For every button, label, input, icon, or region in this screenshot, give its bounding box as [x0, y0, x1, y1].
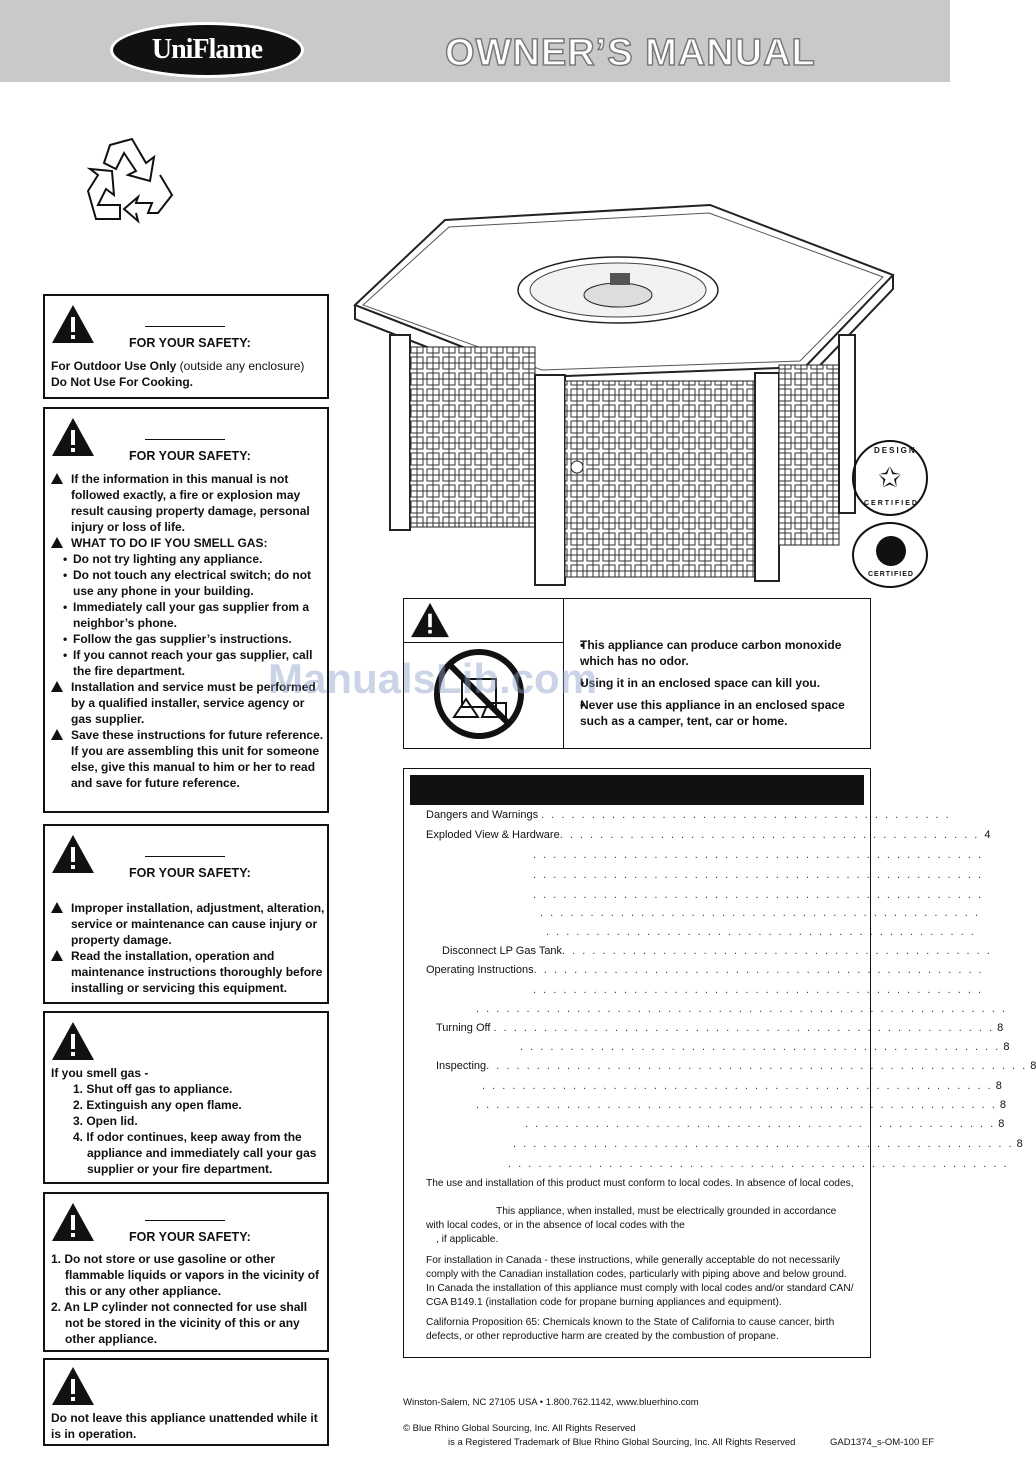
badge-bottom-text: CERTIFIED: [868, 571, 914, 578]
gas-step: • Do not touch any electrical switch; do not use any phone in your building.: [51, 567, 325, 599]
warning-icon: [51, 417, 95, 457]
title-rule: [145, 856, 225, 857]
code-note: The use and installation of this product must conform to local codes. In absence of local codes,: [426, 1178, 854, 1189]
toc-entry: Disconnect LP Gas Tank. . . . . . . . . . . . . . . . . . . . . . . . . . . . . . . . . . . . . . . . . . .: [442, 945, 992, 957]
warning-item: If the information in this manual is not followed exactly, a fire or explosion may result causing property damage, personal injury or loss of life.: [51, 471, 325, 535]
toc-entry: . . . . . . . . . . . . . . . . . . . . . . . . . . . . . . . . . . . . . . . . . . . . . . . . 8: [520, 1041, 1010, 1053]
gas-step: • If you cannot reach your gas supplier, call the fire department.: [51, 647, 325, 679]
smell-gas-lead: If you smell gas -: [51, 1066, 149, 1080]
safety-box-outdoor: [43, 294, 329, 399]
toc-entry: . . . . . . . . . . . . . . . . . . . . . . . . . . . . . . . . . . . . . . . . . . . . . . . . . . 8: [513, 1138, 1023, 1150]
step-item: 3. Open lid.: [73, 1114, 138, 1128]
badge-top-text: DESIGN: [874, 446, 917, 455]
csa-certified-badge: [852, 522, 928, 588]
gas-step: • Do not try lighting any appliance.: [51, 551, 325, 567]
warning-icon: [51, 304, 95, 344]
toc-entry: Turning Off . . . . . . . . . . . . . . . . . . . . . . . . . . . . . . . . . . . . . . . . . . . . . . . . . . 8: [436, 1022, 1004, 1034]
warning-item: Save these instructions for future reference.: [51, 727, 325, 743]
footer-trademark: is a Registered Trademark of Blue Rhino Global Sourcing, Inc. All Rights Reserved: [448, 1437, 796, 1448]
safety-box-gasoline: [43, 1192, 329, 1352]
safety-heading: FOR YOUR SAFETY:: [129, 336, 251, 350]
warning-icon: [51, 1202, 95, 1242]
co-bullet: • This appliance can produce carbon monoxide which has no odor.: [568, 637, 864, 669]
code-note: This appliance, when installed, must be electrically grounded in accordance: [496, 1206, 837, 1217]
outdoor-use-note: (outside any enclosure): [176, 359, 305, 373]
title-rule: [145, 439, 225, 440]
numbered-item: 2. An LP cylinder not connected for use shall not be stored in the vicinity of this or any other appliance.: [51, 1300, 308, 1346]
flame-icon: [876, 536, 906, 566]
canada-note: comply with the Canadian installation codes, particularly with piping above and below ground.: [426, 1269, 847, 1280]
toc-header-bar: [410, 775, 864, 805]
warning-icon: [51, 1366, 95, 1406]
star-icon: ✩: [878, 462, 902, 493]
toc-entry: . . . . . . . . . . . . . . . . . . . . . . . . . . . . . . . . . . . . . . . . . . . . . . . 8: [525, 1118, 1005, 1130]
step-item: 1. Shut off gas to appliance.: [73, 1082, 233, 1096]
toc-entry: . . . . . . . . . . . . . . . . . . . . . . . . . . . . . . . . . . . . . . . . . . . . . . . . . . . 8: [482, 1080, 1002, 1092]
warning-icon: [410, 602, 450, 638]
warning-item: Installation and service must be performed by a qualified installer, service agency or gas supplier.: [51, 679, 325, 727]
safety-heading: FOR YOUR SAFETY:: [129, 866, 251, 880]
danger-box-smell-gas: [43, 1011, 329, 1184]
outdoor-use-text: For Outdoor Use Only: [51, 359, 177, 373]
no-cooking-text: Do Not Use For Cooking.: [51, 375, 193, 389]
safety-box-unattended: [43, 1358, 329, 1446]
toc-entry: Inspecting. . . . . . . . . . . . . . . . . . . . . . . . . . . . . . . . . . . . . . . . . . . . . . . . . . . . . . 8: [436, 1060, 1036, 1072]
canada-note: CGA B149.1 (installation code for propane burning appliances and equipment).: [426, 1297, 782, 1308]
co-bullet: • Using it in an enclosed space can kill you.: [568, 675, 864, 691]
toc-entry: Dangers and Warnings . . . . . . . . . . . . . . . . . . . . . . . . . . . . . . . . . . . . . . . . .: [426, 809, 951, 821]
safety-heading: FOR YOUR SAFETY:: [129, 449, 251, 463]
footer-address: Winston-Salem, NC 27105 USA • 1.800.762.1142, www.bluerhino.com: [403, 1397, 699, 1408]
warning-icon: [51, 1021, 95, 1061]
code-note: , if applicable.: [436, 1234, 499, 1245]
toc-entry: Operating Instructions. . . . . . . . . . . . . . . . . . . . . . . . . . . . . . . . . . . . . . . . . . . . .: [426, 964, 984, 976]
safety-box-installation: [43, 824, 329, 1004]
warning-item: Improper installation, adjustment, alteration, service or maintenance can cause injury or property damage.: [51, 900, 325, 948]
toc-entry: . . . . . . . . . . . . . . . . . . . . . . . . . . . . . . . . . . . . . . . . . . . . . . . . . . . . 8: [476, 1099, 1006, 1111]
safety-box-gas: [43, 407, 329, 813]
warning-item: WHAT TO DO IF YOU SMELL GAS:: [51, 535, 325, 551]
warning-item-note: If you are assembling this unit for someone else, give this manual to him or her to read and save for future reference.: [71, 744, 320, 790]
co-bullet: • Never use this appliance in an enclosed space such as a camper, tent, car or home.: [568, 697, 864, 729]
safety-heading: FOR YOUR SAFETY:: [129, 1230, 251, 1244]
uniflame-logo: [110, 22, 304, 78]
canada-note: In Canada the installation of this appliance must comply with local codes and/or standard CAN/: [426, 1283, 854, 1294]
toc-entry: Exploded View & Hardware. . . . . . . . . . . . . . . . . . . . . . . . . . . . . . . . . . . . . . . . . . 4: [426, 829, 991, 841]
warning-item: Read the installation, operation and maintenance instructions thoroughly before installing or servicing this equipment.: [51, 948, 325, 996]
warning-icon: [51, 834, 95, 874]
unattended-text: Do not leave this appliance unattended while it is in operation.: [51, 1411, 318, 1441]
gas-step: • Follow the gas supplier’s instructions.: [51, 631, 325, 647]
footer-copyright: © Blue Rhino Global Sourcing, Inc. All Rights Reserved: [403, 1423, 636, 1434]
document-code: GAD1374_s-OM-100 EF: [830, 1437, 935, 1448]
recycle-icon: [80, 135, 176, 225]
gas-step: • Immediately call your gas supplier from a neighbor’s phone.: [51, 599, 325, 631]
badge-bottom-text: CERTIFIED: [864, 500, 919, 507]
watermark: ManualsLib.com: [268, 655, 598, 702]
prop65-note: defects, or other reproductive harm are created by the combustion of propane.: [426, 1331, 779, 1342]
code-note: with local codes, or in the absence of local codes with the: [426, 1220, 685, 1231]
canada-note: For installation in Canada - these instructions, while generally acceptable do not necessarily: [426, 1255, 840, 1266]
title-rule: [145, 1220, 225, 1221]
brand-name: UniFlame: [151, 34, 263, 65]
step-item: 2. Extinguish any open flame.: [73, 1098, 242, 1112]
prop65-note: California Proposition 65: Chemicals known to the State of California to cause cancer, birth: [426, 1317, 835, 1328]
numbered-item: 1. Do not store or use gasoline or other flammable liquids or vapors in the vicinity of this or any other appliance.: [51, 1252, 320, 1298]
step-item: 4. If odor continues, keep away from the appliance and immediately call your gas supplier or your fire department.: [73, 1130, 317, 1176]
page-title: OWNER’S MANUAL: [445, 32, 816, 74]
title-rule: [145, 326, 225, 327]
design-certified-badge: [852, 440, 928, 516]
fire-pit-illustration: [345, 195, 895, 590]
